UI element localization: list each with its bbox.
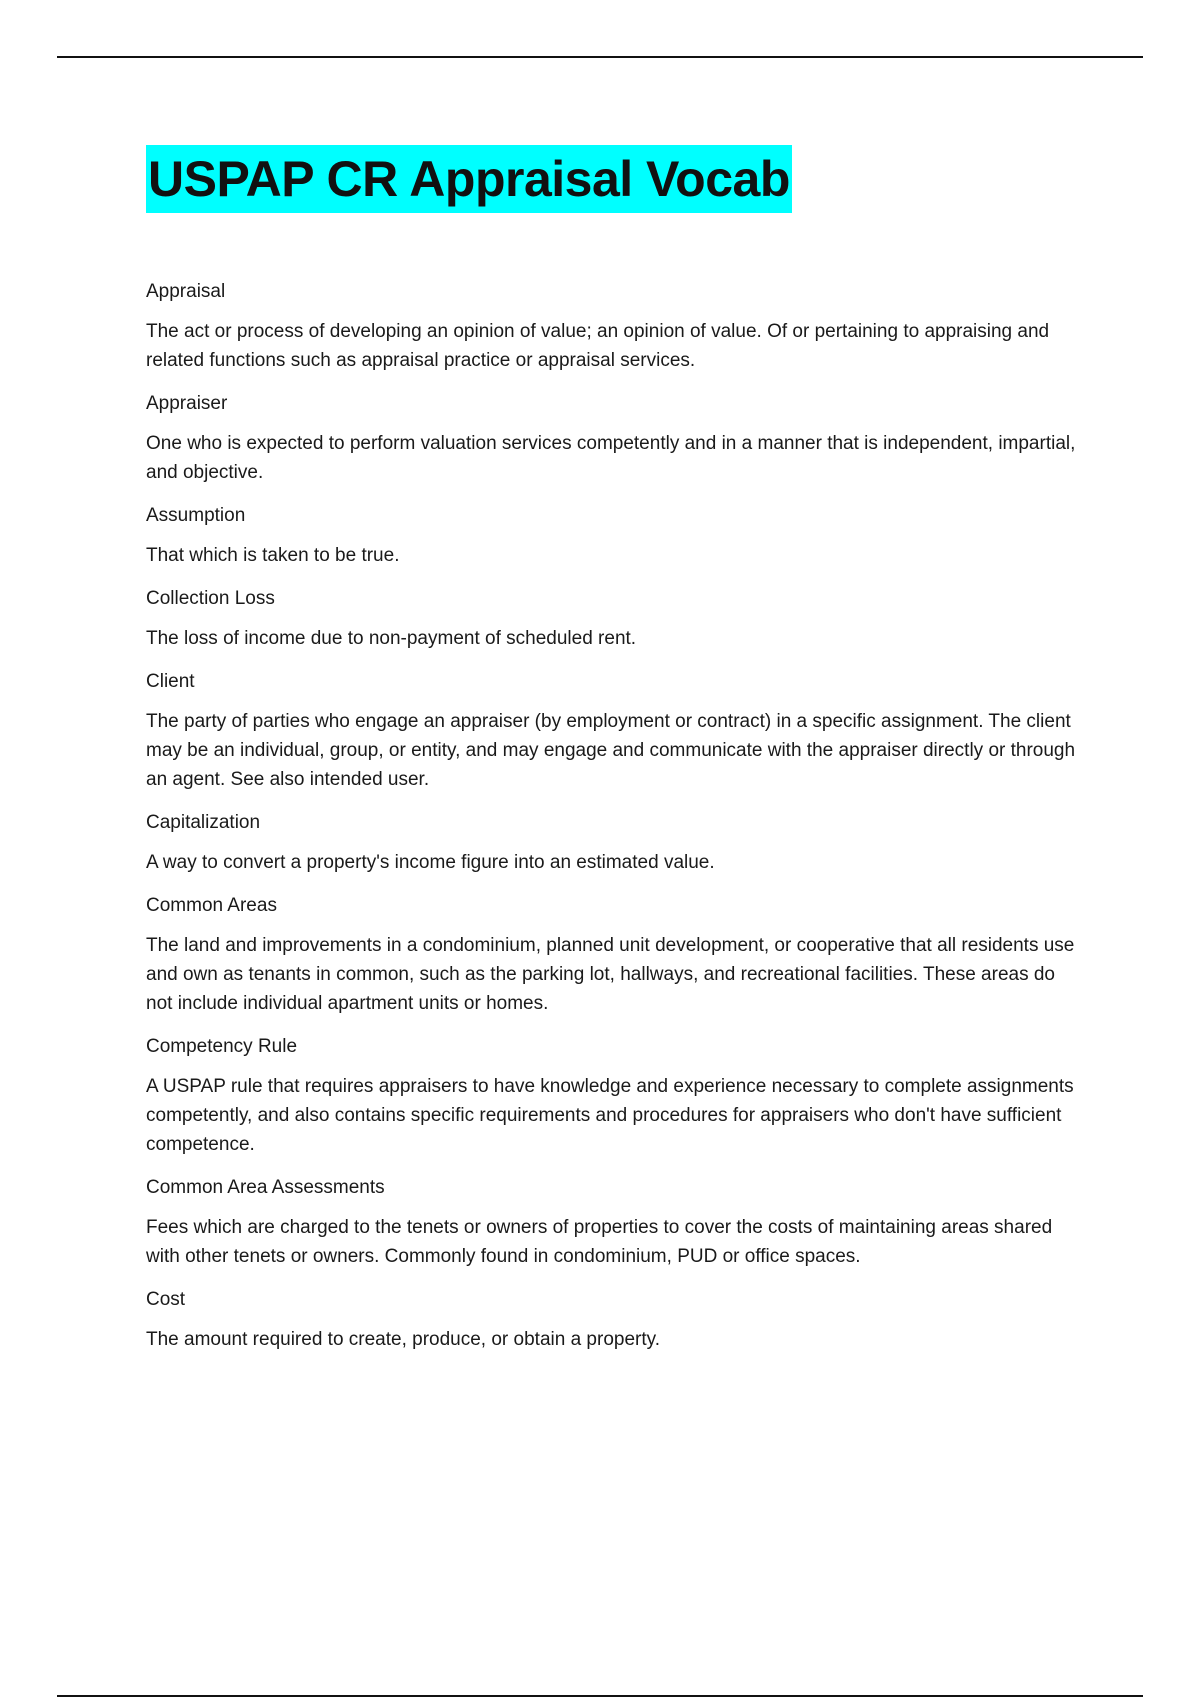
vocab-entry <box>146 893 1086 1018</box>
header-rule <box>57 56 1143 58</box>
vocab-definition: The party of parties who engage an appraiser (by employment or contract) in a specific assignment. The client may be an individual, group, or entity, and may engage and communicate with the appraiser directly or through an agent. See also intended user. <box>146 711 1076 790</box>
vocab-term: Assumption <box>146 505 246 526</box>
vocab-term: Collection Loss <box>146 588 275 609</box>
vocab-entry <box>146 586 1086 653</box>
vocab-entry <box>146 279 1086 375</box>
vocab-term: Common Area Assessments <box>146 1177 385 1198</box>
vocab-list <box>146 279 1086 1354</box>
vocab-definition: Fees which are charged to the tenets or owners of properties to cover the costs of maintaining areas shared with other tenets or owners. Commonly found in condominium, PUD or office spaces. <box>146 1217 1053 1267</box>
vocab-definition: The loss of income due to non-payment of scheduled rent. <box>146 628 637 649</box>
vocab-entry <box>146 391 1086 487</box>
vocab-definition: A USPAP rule that requires appraisers to have knowledge and experience necessary to complete assignments competently, and also contains specific requirements and procedures for appraisers who don't have sufficient competence. <box>146 1076 1074 1155</box>
vocab-term: Appraiser <box>146 393 228 414</box>
vocab-entry <box>146 503 1086 570</box>
document-body <box>146 145 1086 1370</box>
vocab-entry <box>146 669 1086 794</box>
document-title: USPAP CR Appraisal Vocab <box>146 145 792 213</box>
vocab-term: Capitalization <box>146 812 261 833</box>
vocab-term: Common Areas <box>146 895 277 916</box>
vocab-definition: That which is taken to be true. <box>146 545 400 566</box>
vocab-definition: The land and improvements in a condominium, planned unit development, or cooperative that all residents use and own as tenants in common, such as the parking lot, hallways, and recreational facilities. These areas do not include individual apartment units or homes. <box>146 935 1075 1014</box>
vocab-entry <box>146 1287 1086 1354</box>
vocab-entry <box>146 1034 1086 1159</box>
vocab-term: Competency Rule <box>146 1036 298 1057</box>
vocab-term: Cost <box>146 1289 186 1310</box>
vocab-definition: A way to convert a property's income figure into an estimated value. <box>146 852 715 873</box>
vocab-term: Appraisal <box>146 281 226 302</box>
vocab-term: Client <box>146 671 195 692</box>
footer-rule <box>57 1695 1143 1697</box>
vocab-entry <box>146 810 1086 877</box>
vocab-definition: One who is expected to perform valuation services competently and in a manner that is independent, impartial, and objective. <box>146 433 1076 483</box>
vocab-entry <box>146 1175 1086 1271</box>
vocab-definition: The amount required to create, produce, or obtain a property. <box>146 1329 661 1350</box>
vocab-definition: The act or process of developing an opinion of value; an opinion of value. Of or pertaining to appraising and related functions such as appraisal practice or appraisal services. <box>146 321 1050 371</box>
